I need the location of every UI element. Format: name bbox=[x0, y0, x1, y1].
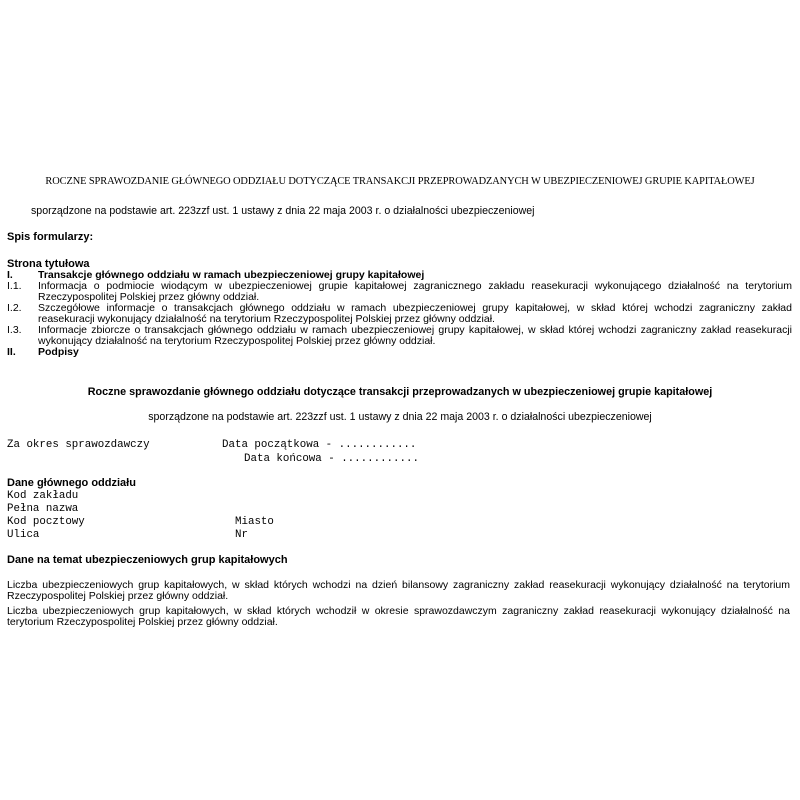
document-title-uppercase: ROCZNE SPRAWOZDANIE GŁÓWNEGO ODDZIAŁU DOTYCZĄCE TRANSAKCJI PRZEPROWADZANYCH W UBEZPIECZENIOWEJ GRUPIE KAPITAŁOWEJ bbox=[45, 176, 755, 187]
toc-item bbox=[7, 281, 792, 303]
title-page-heading: Strona tytułowa bbox=[7, 258, 90, 270]
forms-table-of-contents bbox=[7, 270, 792, 358]
toc-item-text: Informacja o podmiocie wiodącym w ubezpieczeniowej grupie kapitałowej zagranicznego zakładu reasekuracji wykonującego działalność na terytorium Rzeczypospolitej Polskiej przez główny oddział. bbox=[38, 280, 792, 303]
capital-groups-heading: Dane na temat ubezpieczeniowych grup kapitałowych bbox=[7, 554, 288, 566]
legal-basis-subtitle: sporządzone na podstawie art. 223zzf ust. 1 ustawy z dnia 22 maja 2003 r. o działalności ubezpieczeniowej bbox=[31, 205, 535, 217]
toc-item bbox=[7, 325, 792, 347]
end-date-field: Data końcowa - ............ bbox=[244, 453, 419, 465]
reporting-period-label: Za okres sprawozdawczy bbox=[7, 439, 150, 451]
branch-full-name-label: Pełna nazwa bbox=[7, 503, 79, 515]
toc-item-number: I.1. bbox=[7, 280, 22, 292]
toc-item-number: I. bbox=[7, 269, 13, 281]
toc-item-text: Transakcje głównego oddziału w ramach ubezpieczeniowej grupy kapitałowej bbox=[38, 269, 425, 281]
toc-item-number: II. bbox=[7, 346, 16, 358]
capital-groups-paragraph-balance-date: Liczba ubezpieczeniowych grup kapitałowych, w skład których wchodzi na dzień bilansowy zagraniczny zakład reasekuracji wykonujący działalność na terytorium Rzeczypospolitej Polskiej przez główny oddział. bbox=[7, 579, 790, 603]
capital-groups-paragraph-reporting-period: Liczba ubezpieczeniowych grup kapitałowych, w skład których wchodził w okresie sprawozdawczym zagraniczny zakład reasekuracji wykonujący działalność na terytorium Rzeczypospolitej Polskiej przez główny oddział. bbox=[7, 605, 790, 629]
toc-item-text: Informacje zbiorcze o transakcjach głównego oddziału w ramach ubezpieczeniowej grupy kapitałowej, w skład której wchodzi zagraniczny zakład reasekuracji wykonujący działalność na terytorium Rzeczypospolitej Polskiej przez główny oddział. bbox=[38, 324, 792, 347]
branch-code-label: Kod zakładu bbox=[7, 490, 79, 502]
toc-item bbox=[7, 303, 792, 325]
branch-street-label: Ulica bbox=[7, 529, 40, 541]
branch-data-heading: Dane głównego oddziału bbox=[7, 477, 136, 489]
toc-item-text: Podpisy bbox=[38, 346, 79, 358]
report-legal-basis: sporządzone na podstawie art. 223zzf ust. 1 ustawy z dnia 22 maja 2003 r. o działalności ubezpieczeniowej bbox=[148, 411, 652, 423]
branch-city-label: Miasto bbox=[235, 516, 274, 528]
toc-item-number: I.3. bbox=[7, 324, 22, 336]
toc-item bbox=[7, 347, 792, 358]
start-date-field: Data początkowa - ............ bbox=[222, 439, 417, 451]
toc-item-text: Szczegółowe informacje o transakcjach głównego oddziału w ramach ubezpieczeniowej grupy kapitałowej, w skład której wchodzi zagraniczny zakład reasekuracji wykonujący działalność na terytorium Rzeczypospolitej Polskiej przez główny oddział. bbox=[38, 302, 792, 325]
toc-item-number: I.2. bbox=[7, 302, 22, 314]
report-title: Roczne sprawozdanie głównego oddziału dotyczące transakcji przeprowadzanych w ubezpieczeniowej grupie kapitałowej bbox=[87, 386, 713, 398]
forms-list-heading: Spis formularzy: bbox=[7, 231, 94, 243]
branch-postal-code-label: Kod pocztowy bbox=[7, 516, 85, 528]
branch-number-label: Nr bbox=[235, 529, 248, 541]
